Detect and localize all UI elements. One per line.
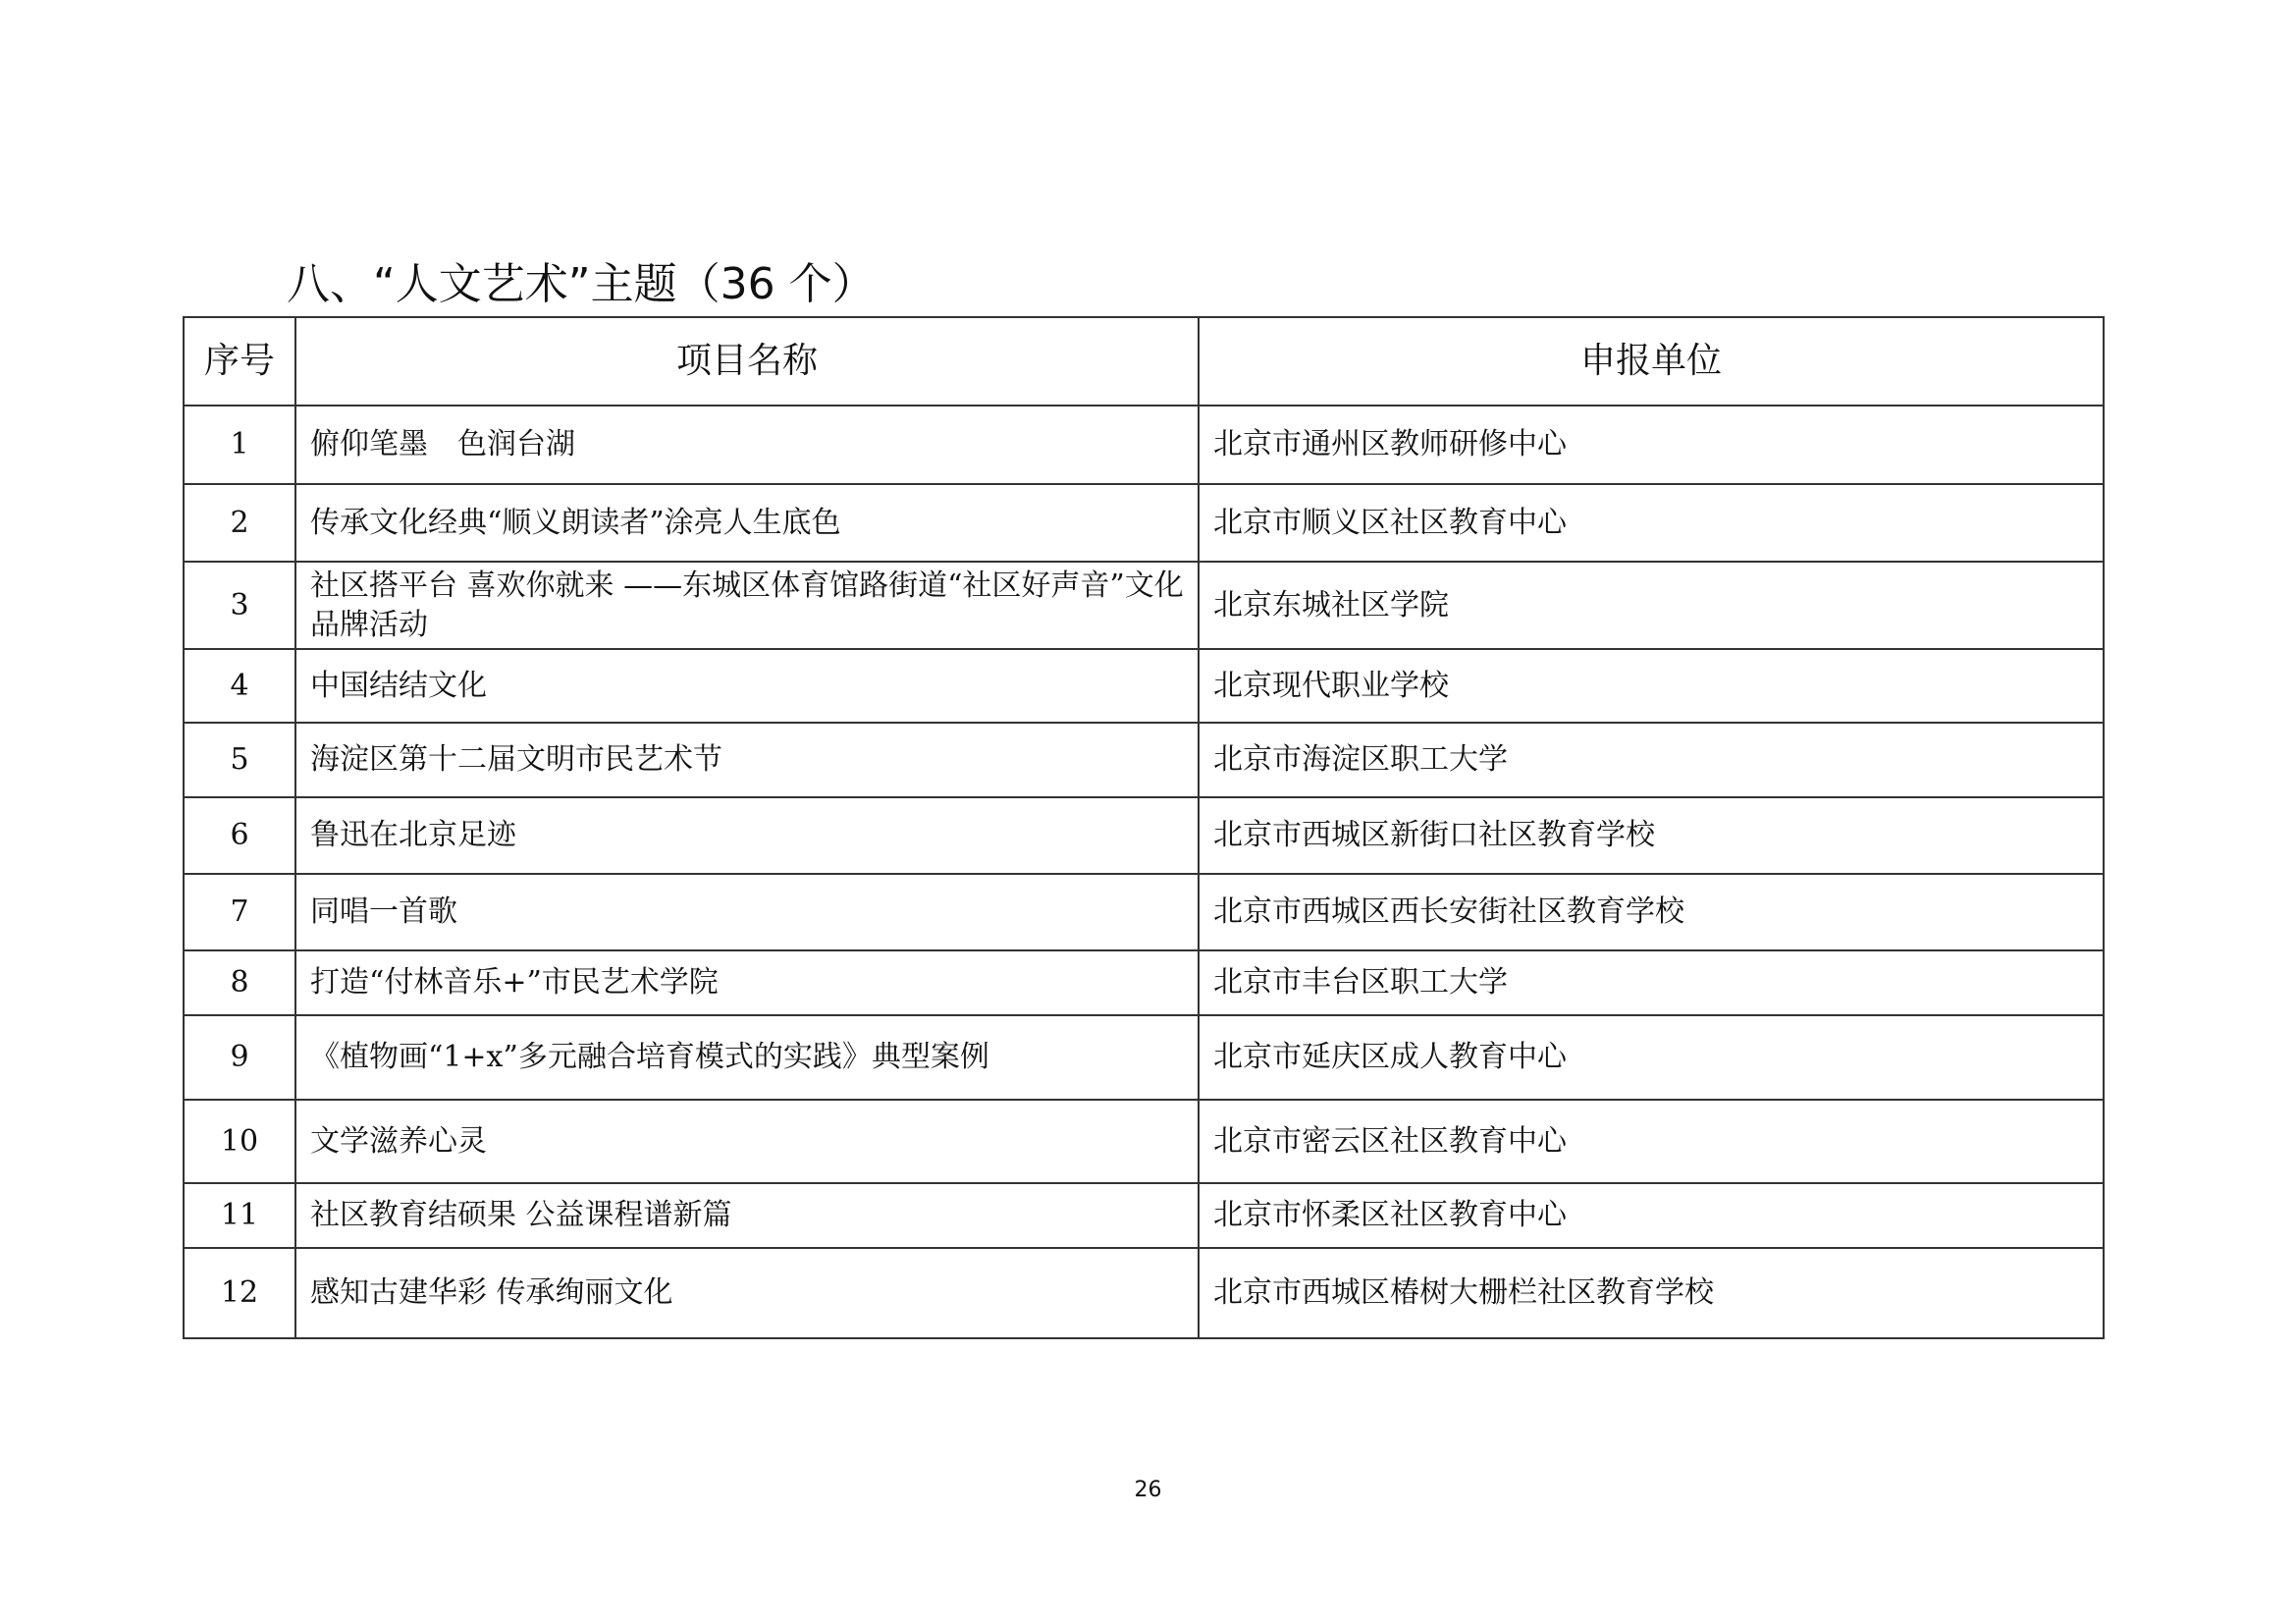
table-row	[184, 1015, 2104, 1100]
row-seq: 12	[184, 1248, 295, 1338]
page-title: 八、“人文艺术”主题（36 个）	[287, 259, 876, 309]
row-applicant-unit: 北京市延庆区成人教育中心	[1199, 1015, 2104, 1100]
row-applicant-unit: 北京现代职业学校	[1199, 649, 2104, 723]
row-project-name: 中国结结文化	[295, 649, 1199, 723]
table-row	[184, 1248, 2104, 1338]
row-project-name: 传承文化经典“顺义朗读者”涂亮人生底色	[295, 484, 1199, 562]
row-project-name: 鲁迅在北京足迹	[295, 797, 1199, 874]
row-applicant-unit: 北京市顺义区社区教育中心	[1199, 484, 2104, 562]
row-seq: 5	[184, 723, 295, 797]
row-seq: 6	[184, 797, 295, 874]
row-applicant-unit: 北京市密云区社区教育中心	[1199, 1100, 2104, 1183]
project-table	[183, 316, 2105, 1339]
row-project-name: 社区搭平台 喜欢你就来 ——东城区体育馆路街道“社区好声音”文化品牌活动	[295, 562, 1199, 649]
row-applicant-unit: 北京市西城区新街口社区教育学校	[1199, 797, 2104, 874]
table-row	[184, 649, 2104, 723]
row-seq: 8	[184, 950, 295, 1015]
row-project-name: 打造“付林音乐+”市民艺术学院	[295, 950, 1199, 1015]
row-project-name: 社区教育结硕果 公益课程谱新篇	[295, 1183, 1199, 1248]
row-project-name: 同唱一首歌	[295, 874, 1199, 950]
table-row	[184, 1183, 2104, 1248]
header-applicant-unit: 申报单位	[1199, 317, 2104, 406]
table-row	[184, 723, 2104, 797]
row-seq: 7	[184, 874, 295, 950]
row-seq: 2	[184, 484, 295, 562]
table-header-row	[184, 317, 2104, 406]
page-number: 26	[1134, 1478, 1162, 1502]
row-seq: 3	[184, 562, 295, 649]
row-seq: 1	[184, 406, 295, 484]
row-seq: 9	[184, 1015, 295, 1100]
table-row	[184, 406, 2104, 484]
row-project-name: 文学滋养心灵	[295, 1100, 1199, 1183]
row-seq: 4	[184, 649, 295, 723]
table-row	[184, 950, 2104, 1015]
row-applicant-unit: 北京市海淀区职工大学	[1199, 723, 2104, 797]
header-seq: 序号	[184, 317, 295, 406]
table-row	[184, 562, 2104, 649]
row-applicant-unit: 北京市怀柔区社区教育中心	[1199, 1183, 2104, 1248]
row-applicant-unit: 北京市丰台区职工大学	[1199, 950, 2104, 1015]
row-seq: 11	[184, 1183, 295, 1248]
row-project-name: 俯仰笔墨 色润台湖	[295, 406, 1199, 484]
row-project-name: 海淀区第十二届文明市民艺术节	[295, 723, 1199, 797]
header-project-name: 项目名称	[295, 317, 1199, 406]
row-applicant-unit: 北京东城社区学院	[1199, 562, 2104, 649]
row-project-name: 《植物画“1+x”多元融合培育模式的实践》典型案例	[295, 1015, 1199, 1100]
row-applicant-unit: 北京市通州区教师研修中心	[1199, 406, 2104, 484]
table-row	[184, 874, 2104, 950]
row-seq: 10	[184, 1100, 295, 1183]
row-applicant-unit: 北京市西城区椿树大栅栏社区教育学校	[1199, 1248, 2104, 1338]
row-applicant-unit: 北京市西城区西长安街社区教育学校	[1199, 874, 2104, 950]
row-project-name: 感知古建华彩 传承绚丽文化	[295, 1248, 1199, 1338]
table-row	[184, 484, 2104, 562]
table-row	[184, 1100, 2104, 1183]
table-row	[184, 797, 2104, 874]
